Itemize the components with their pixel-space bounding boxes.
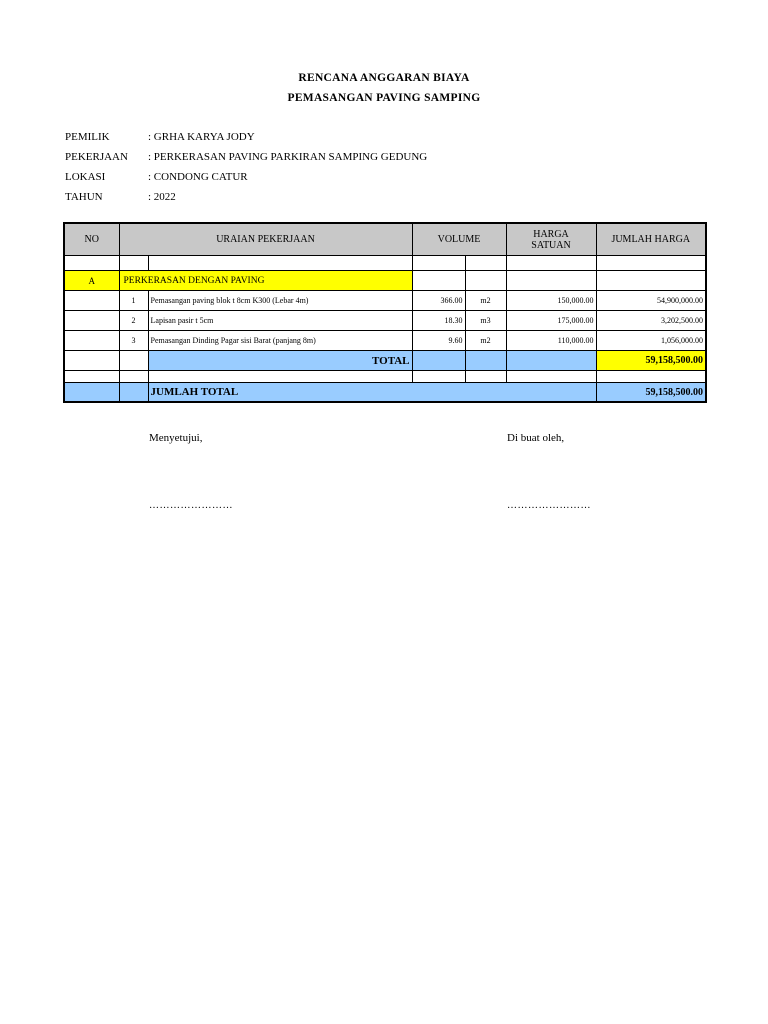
meta-location-key: LOKASI <box>65 171 106 183</box>
item-price: 150,000.00 <box>506 291 596 311</box>
total-label: TOTAL <box>148 351 412 371</box>
spacer-row <box>64 256 706 271</box>
header-jumlah: JUMLAH HARGA <box>596 223 706 256</box>
approval-label: Menyetujui, <box>149 432 203 444</box>
table-row <box>64 331 706 351</box>
item-volume: 366.00 <box>412 291 465 311</box>
item-no: 3 <box>119 331 148 351</box>
header-harga-satuan <box>506 223 596 256</box>
grand-total-value: 59,158,500.00 <box>596 383 706 403</box>
section-row <box>64 271 706 291</box>
document-subtitle: PEMASANGAN PAVING SAMPING <box>287 92 481 104</box>
item-unit: m2 <box>465 291 506 311</box>
document-title: RENCANA ANGGARAN BIAYA <box>298 72 470 84</box>
item-no: 2 <box>119 311 148 331</box>
meta-year-key: TAHUN <box>65 191 103 203</box>
item-no: 1 <box>119 291 148 311</box>
item-desc: Pemasangan Dinding Pagar sisi Barat (panjang 8m) <box>148 331 412 351</box>
item-volume: 18.30 <box>412 311 465 331</box>
item-unit: m3 <box>465 311 506 331</box>
item-unit: m2 <box>465 331 506 351</box>
meta-work <box>65 151 427 163</box>
grand-total-row <box>64 383 706 403</box>
item-price: 175,000.00 <box>506 311 596 331</box>
table-row <box>64 311 706 331</box>
prepared-by-label: Di buat oleh, <box>507 432 565 444</box>
table-row <box>64 291 706 311</box>
header-harga-line2: SATUAN <box>531 239 571 251</box>
header-no: NO <box>64 223 119 256</box>
spacer-row <box>64 371 706 383</box>
total-value: 59,158,500.00 <box>596 351 706 371</box>
meta-location-value: : CONDONG CATUR <box>148 171 248 183</box>
grand-total-label: JUMLAH TOTAL <box>148 383 596 403</box>
meta-year-value: : 2022 <box>148 191 176 203</box>
item-total: 54,900,000.00 <box>596 291 706 311</box>
table-header-row <box>64 223 706 256</box>
approval-signature-line: …………………… <box>149 500 233 511</box>
meta-owner-key: PEMILIK <box>65 131 110 143</box>
meta-work-value: : PERKERASAN PAVING PARKIRAN SAMPING GEDUNG <box>148 151 428 163</box>
header-uraian: URAIAN PEKERJAAN <box>119 223 412 256</box>
budget-table <box>63 222 707 403</box>
prepared-by-signature-line: …………………… <box>507 500 591 511</box>
item-volume: 9.60 <box>412 331 465 351</box>
total-row <box>64 351 706 371</box>
meta-owner-value: : GRHA KARYA JODY <box>148 131 255 143</box>
section-label: PERKERASAN DENGAN PAVING <box>119 271 412 291</box>
meta-work-key: PEKERJAAN <box>65 151 128 163</box>
meta-year <box>65 191 176 203</box>
meta-owner <box>65 131 255 143</box>
item-total: 1,056,000.00 <box>596 331 706 351</box>
item-desc: Lapisan pasir t 5cm <box>148 311 412 331</box>
item-desc: Pemasangan paving blok t 8cm K300 (Lebar 4m) <box>148 291 412 311</box>
item-total: 3,202,500.00 <box>596 311 706 331</box>
header-harga-line1: HARGA <box>533 228 569 240</box>
section-code: A <box>64 271 119 291</box>
header-volume: VOLUME <box>412 223 506 256</box>
item-price: 110,000.00 <box>506 331 596 351</box>
meta-location <box>65 171 248 183</box>
